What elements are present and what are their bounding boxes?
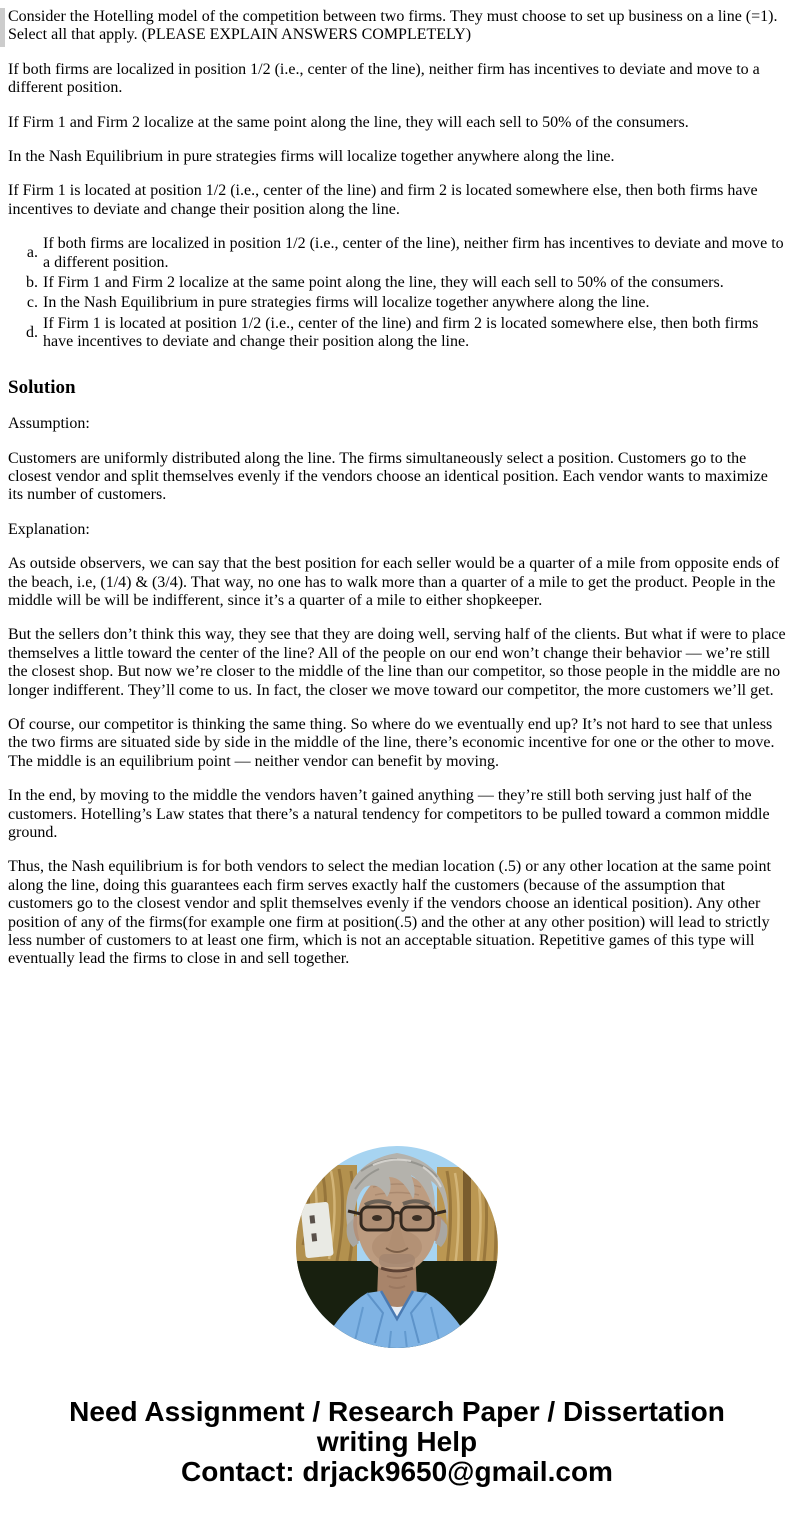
option-marker: a. <box>26 244 38 262</box>
option-b <box>22 274 786 292</box>
option-text: If both firms are localized in position 1/2 (i.e., center of the line), neither firm has incentives to deviate and move to a different position. <box>43 235 784 271</box>
statement-1: If both firms are localized in position 1/2 (i.e., center of the line), neither firm has incentives to deviate and move to a different position. <box>8 60 760 97</box>
explanation-paragraph-4: In the end, by moving to the middle the vendors haven’t gained anything — they’re still both serving just half of the customers. Hotelling’s Law states that there’s a natural tendency for competitors to be pulled toward a common middle ground. <box>8 787 770 841</box>
statement-3: In the Nash Equilibrium in pure strategies firms will localize together anywhere along the line. <box>8 147 615 165</box>
avatar-photo <box>295 1145 499 1349</box>
option-marker: c. <box>26 294 38 312</box>
explanation-paragraph-5: Thus, the Nash equilibrium is for both vendors to select the median location (.5) or any other location at the same point along the line, doing this guarantees each firm serves exactly half the customers (because of the assumption that customers go to the closest vendor and split themselves evenly if the vendors choose an identical position). Any other position of any of the firms(for example one firm at position(.5) and the other at any other position) will lead to strictly less number of customers to at least one firm, which is not an acceptable situation. Repetitive games of this type will eventually lead the firms to close in and sell together. <box>8 858 771 968</box>
option-text: If Firm 1 and Firm 2 localize at the same point along the line, they will each sell to 50% of the consumers. <box>43 273 724 291</box>
option-marker: b. <box>26 273 38 291</box>
explanation-label: Explanation: <box>8 520 90 538</box>
explanation-paragraph-2: But the sellers don’t think this way, they see that they are doing well, serving half of the clients. But what if were to place themselves a little toward the center of the line? All of the people on our end won’t change their behavior — we’re still the closest shop. But now we’re closer to the middle of the line than our competitor, so those people in the middle are no longer indifferent. They’ll come to us. In fact, the closer we move toward our competitor, the more customers we’ll get. <box>8 626 786 699</box>
document-body <box>8 8 786 1487</box>
options-list <box>22 235 786 351</box>
option-text: In the Nash Equilibrium in pure strategies firms will localize together anywhere along the line. <box>43 294 650 312</box>
option-marker: d. <box>26 323 38 341</box>
question-intro: Consider the Hotelling model of the competition between two firms. They must choose to set up business on a line (=1). Select all that apply. (PLEASE EXPLAIN ANSWERS COMPLETELY) <box>8 8 778 44</box>
contact-line: Contact: drjack9650@gmail.com <box>181 1455 613 1487</box>
option-d <box>22 315 786 352</box>
footer-line-2: writing Help <box>316 1425 478 1457</box>
solution-heading: Solution <box>8 377 76 399</box>
instructor-avatar <box>8 1145 786 1349</box>
statement-4: If Firm 1 is located at position 1/2 (i.e., center of the line) and firm 2 is located somewhere else, then both firms have incentives to deviate and change their position along the line. <box>8 182 758 218</box>
statement-2: If Firm 1 and Firm 2 localize at the same point along the line, they will each sell to 50% of the consumers. <box>8 113 689 131</box>
footer-banner <box>8 1397 786 1487</box>
explanation-paragraph-3: Of course, our competitor is thinking the same thing. So where do we eventually end up? It’s not hard to see that unless the two firms are situated side by side in the middle of the line, there’s economic incentive for one or the other to move. The middle is an equilibrium point — neither vendor can benefit by moving. <box>8 716 775 770</box>
left-edge-artifact <box>0 8 5 47</box>
assumption-label: Assumption: <box>8 415 90 433</box>
footer-line-1: Need Assignment / Research Paper / Dissertation <box>69 1395 725 1427</box>
option-a <box>22 235 786 272</box>
assumption-text: Customers are uniformly distributed along the line. The firms simultaneously select a position. Customers go to the closest vendor and split themselves evenly if the vendors choose an identical position. Each vendor wants to maximize its number of customers. <box>8 449 768 504</box>
option-c <box>22 294 786 312</box>
option-text: If Firm 1 is located at position 1/2 (i.e., center of the line) and firm 2 is located somewhere else, then both firms have incentives to deviate and change their position along the line. <box>43 314 759 351</box>
explanation-paragraph-1: As outside observers, we can say that the best position for each seller would be a quarter of a mile from opposite ends of the beach, i.e, (1/4) & (3/4). That way, no one has to walk more than a quarter of a mile to get the product. People in the middle will be will be indifferent, since it’s a quarter of a mile to either shopkeeper. <box>8 555 780 610</box>
